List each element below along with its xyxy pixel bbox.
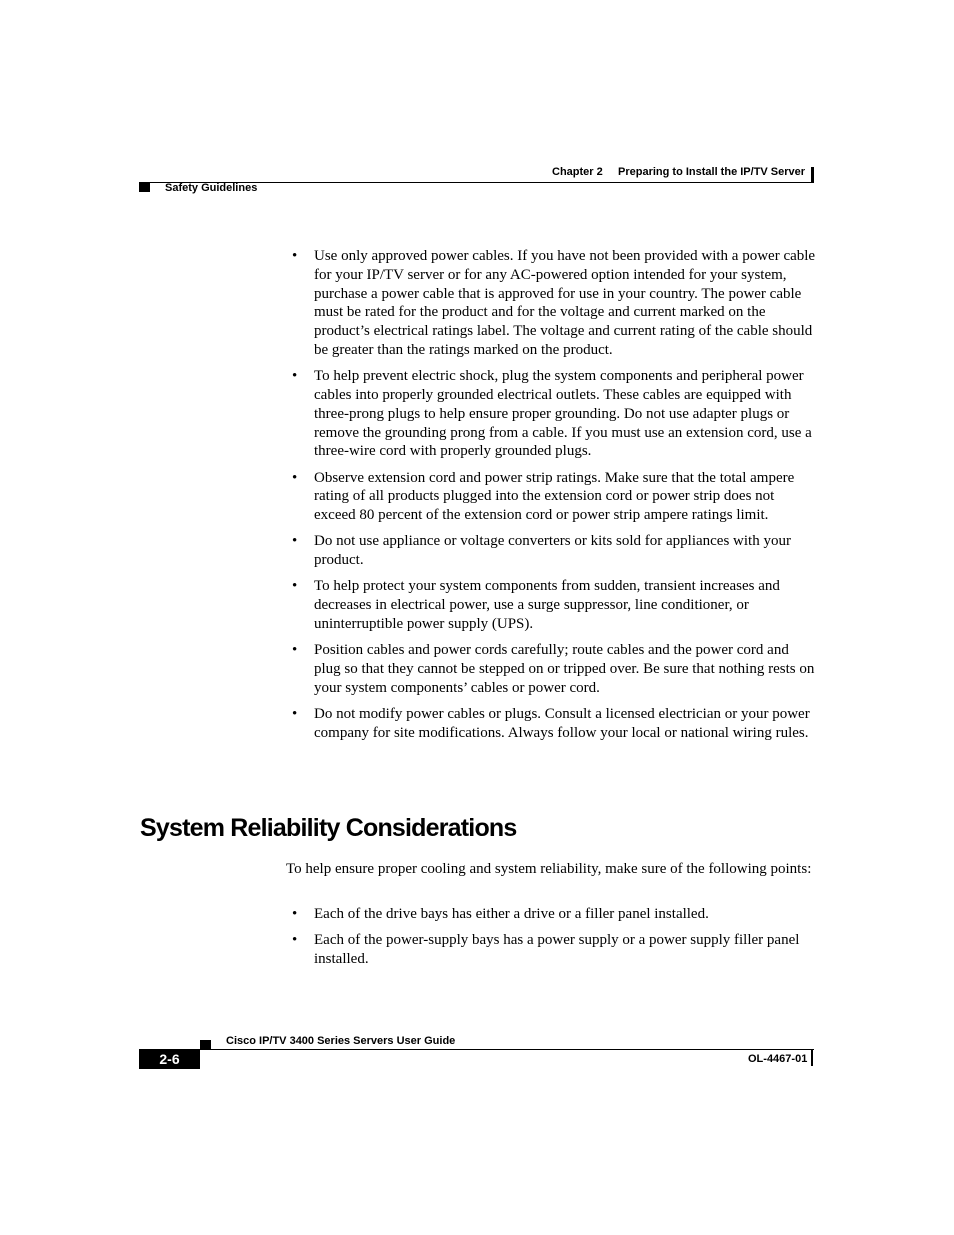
header-chapter-label: Chapter 2: [552, 166, 603, 178]
list-item: [286, 532, 816, 570]
header-vertical-bar: [811, 167, 814, 183]
section-heading: System Reliability Considerations: [140, 814, 517, 842]
bullet-glyph: •: [292, 642, 298, 659]
footer-page-number: 2-6: [139, 1050, 200, 1069]
list-item: [286, 641, 816, 697]
bullet-glyph: •: [292, 533, 298, 550]
list-item-text: Each of the power-supply bays has a power supply or a power supply filler panel installed.: [314, 932, 800, 967]
bullet-glyph: •: [292, 368, 298, 385]
list-item: [286, 931, 816, 969]
list-item-text: Do not use appliance or voltage converters or kits sold for appliances with your product.: [314, 533, 791, 569]
list-item-text: Use only approved power cables. If you have not been provided with a power cable for your IP/TV server or for any AC-powered option intended for your system, purchase a power cable that is approved for use in your country. The power cable must be rated for the product and for the voltage and current marked on the product’s electrical ratings label. The voltage and current rating of the cable should be greater than the ratings marked on the product.: [314, 248, 816, 358]
list-item-text: Position cables and power cords carefully; route cables and the power cord and plug so that they cannot be stepped on or tripped over. Be sure that nothing rests on your system components’ cables or power cord.: [314, 642, 815, 696]
bullet-glyph: •: [292, 932, 298, 949]
header-marker-square: [139, 183, 150, 192]
list-item: [286, 905, 816, 924]
list-item: [286, 577, 816, 633]
bullet-glyph: •: [292, 705, 298, 722]
footer-vertical-bar: [811, 1050, 813, 1066]
list-item-text: Each of the drive bays has either a drive or a filler panel installed.: [314, 906, 709, 922]
list-item-text: To help prevent electric shock, plug the system components and peripheral power cables into properly grounded electrical outlets. These cables are equipped with three-prong plugs to help ensure proper grounding. Do not use adapter plugs or remove the grounding prong from a cable. If you must use an extension cord, use a three-wire cord with properly grounded plugs.: [314, 368, 812, 460]
section-intro-paragraph: To help ensure proper cooling and system reliability, make sure of the following points:: [286, 861, 812, 877]
list-item-text: Observe extension cord and power strip ratings. Make sure that the total ampere rating of all products plugged into the extension cord or power strip does not exceed 80 percent of the extension cord or power strip ampere ratings limit.: [314, 469, 795, 524]
list-item: [286, 247, 816, 360]
bullet-glyph: •: [292, 469, 298, 486]
header-chapter-title: Preparing to Install the IP/TV Server: [618, 166, 806, 178]
safety-bullet-list: [286, 247, 816, 750]
footer-marker-square: [200, 1040, 211, 1049]
footer-doc-number: OL-4467-01: [748, 1053, 808, 1065]
footer-guide-title: Cisco IP/TV 3400 Series Servers User Guide: [226, 1035, 456, 1047]
list-item: [286, 469, 816, 525]
list-item: [286, 367, 816, 461]
bullet-glyph: •: [292, 906, 298, 922]
reliability-bullet-list: [286, 905, 816, 976]
header-section-label: Safety Guidelines: [165, 182, 258, 194]
bullet-glyph: •: [292, 248, 298, 264]
list-item: [286, 705, 816, 743]
list-item-text: To help protect your system components from sudden, transient increases and decreases in electrical power, use a surge suppressor, line conditioner, or uninterruptible power supply (UPS).: [314, 578, 780, 632]
bullet-glyph: •: [292, 578, 298, 595]
list-item-text: Do not modify power cables or plugs. Consult a licensed electrician or your power company for site modifications. Always follow your local or national wiring rules.: [314, 705, 810, 741]
footer-rule: [139, 1049, 814, 1050]
